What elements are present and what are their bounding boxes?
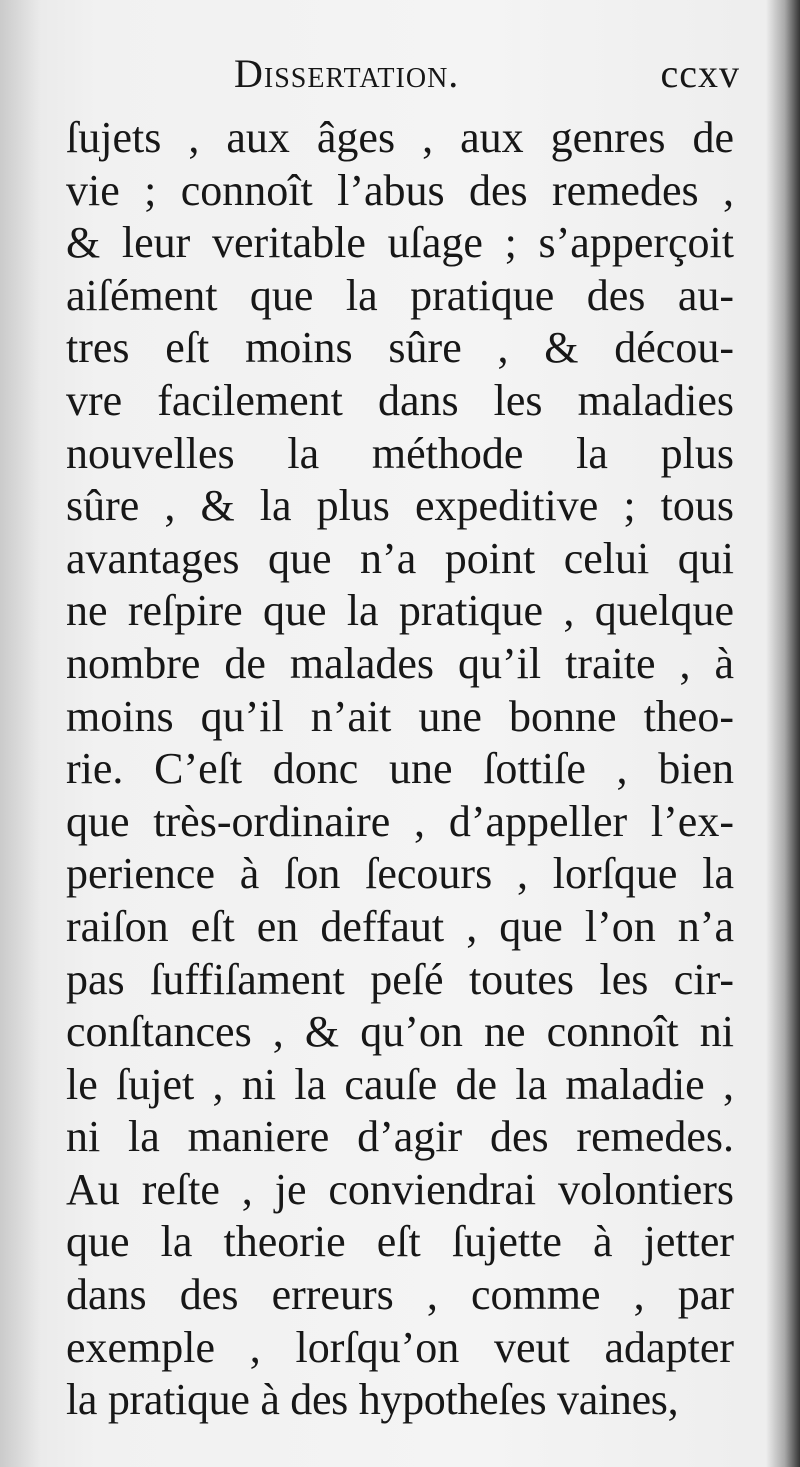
text-line: pas ſuffiſament peſé toutes les cir- xyxy=(66,954,734,1004)
running-head: Dissertation. xyxy=(234,51,460,96)
text-line: que très-ordinaire , d’appeller l’ex- xyxy=(66,796,734,846)
page-number: ccxv xyxy=(660,51,740,96)
page-edge-shadow xyxy=(766,0,800,1467)
text-line: dans des erreurs , comme , par xyxy=(66,1270,734,1320)
text-line: la pratique à des hypotheſes vaines, xyxy=(66,1375,679,1425)
page-header xyxy=(234,50,740,98)
text-line: aiſément que la pratique des au- xyxy=(66,270,734,320)
gutter-shadow xyxy=(0,0,40,1467)
text-line: perience à ſon ſecours , lorſque la xyxy=(66,849,734,899)
text-line: tres eſt moins sûre , & décou- xyxy=(66,323,734,373)
text-line: sûre , & la plus expeditive ; tous xyxy=(66,481,734,531)
text-line: que la theorie eſt ſujette à jetter xyxy=(66,1217,734,1267)
text-line: ni la maniere d’agir des remedes. xyxy=(66,1112,734,1162)
text-line: raiſon eſt en deffaut , que l’on n’a xyxy=(66,901,734,951)
text-line: vie ; connoît l’abus des remedes , xyxy=(66,165,734,215)
text-line: vre facilement dans les maladies xyxy=(66,375,734,425)
text-line: rie. C’eſt donc une ſottiſe , bien xyxy=(66,744,734,794)
text-line: moins qu’il n’ait une bonne theo- xyxy=(66,691,734,741)
text-line: exemple , lorſqu’on veut adapter xyxy=(66,1322,734,1372)
text-line: ne reſpire que la pratique , quelque xyxy=(66,586,734,636)
text-line: nombre de malades qu’il traite , à xyxy=(66,638,734,688)
text-line: conſtances , & qu’on ne connoît ni xyxy=(66,1007,734,1057)
text-line: & leur veritable uſage ; s’apperçoit xyxy=(66,218,734,268)
text-line: Au reſte , je conviendrai volontiers xyxy=(66,1164,734,1214)
body-text xyxy=(66,112,734,1427)
text-line: ſujets , aux âges , aux genres de xyxy=(66,113,734,162)
text-line: nouvelles la méthode la plus xyxy=(66,428,734,478)
text-line: avantages que n’a point celui qui xyxy=(66,533,734,583)
text-line: le ſujet , ni la cauſe de la maladie , xyxy=(66,1059,734,1109)
